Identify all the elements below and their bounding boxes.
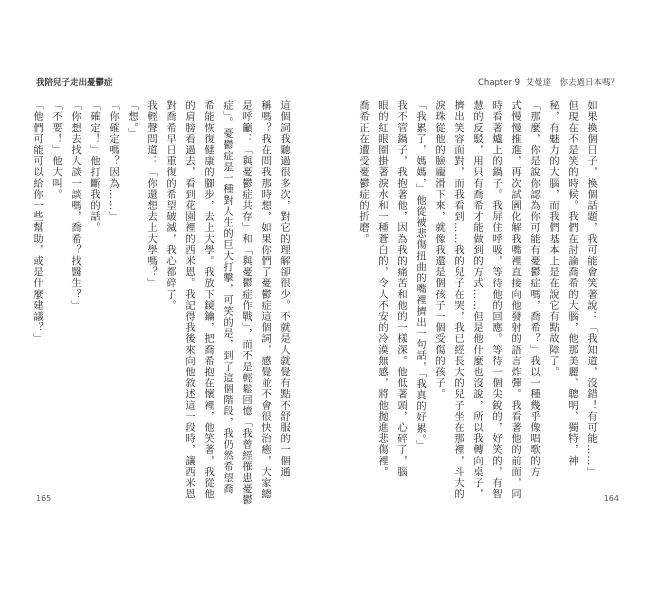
left-text-line: 「你確定嗎？因為……」 xyxy=(107,100,119,223)
right-text-line: 秘，有魅力的大腦，而我們基本上是在說它有點故障了。 xyxy=(547,100,559,378)
right-text-line: 但現在不是笑的時候。我們在討論喬希的大腦，他那美麗、聰明、獨特，神 xyxy=(566,100,578,467)
right-page xyxy=(345,100,607,500)
right-text-line: 我不管鍋子，我抱著他，因為我的痛苦和他的一樣深。他低著頭，心碎了，腦 xyxy=(395,100,407,478)
right-page-number: 164 xyxy=(603,494,619,503)
right-text-line: 喬希正在遭受憂鬱症的折磨。 xyxy=(357,100,369,245)
left-text-line: 是呼籲：「與憂鬱症共存」和「與憂鬱症作戰」，而不是輕鬆回憶「我曾經罹患憂鬱 xyxy=(240,100,252,506)
right-text-line: 如果換個日子，換個話題，我可能會笑著說：「我知道，沒錯！有可能……」 xyxy=(585,100,597,478)
left-text-line: 「他們可能可以給你一些幫助，或是什麼建議？」 xyxy=(31,100,43,345)
right-text-line: 式慢慢推進，再次試圖化解我嘴裡直接向他發射的語言炸彈。我看著他的前面，同 xyxy=(509,100,521,500)
header-left-title: 我陪兒子走出憂鬱症 xyxy=(36,78,113,88)
right-text-line: 淚珠從他的臉龐滑下來，就像我還是個孩子一個受傷的孩子。 xyxy=(433,100,445,400)
left-page-number: 165 xyxy=(36,494,52,503)
left-text-line: 「你想去找人談一談嗎，喬希？找醫生？」 xyxy=(69,100,81,311)
left-text-line: 希能恢復健康的腳步，去上大學。我放下鏡鑰，把喬希抱在懷裡，他笑著，我從他 xyxy=(202,100,214,500)
right-text-line: 時看著爐上的鍋子。我屏住呼吸，等待他的回應。等待一個尖銳的，好笑的，有智 xyxy=(490,100,502,500)
left-text-line: 的肩膀看過去，看到花園裡的西米恩。我記得我後來向他敘述這一段時，讓西米恩 xyxy=(183,100,195,500)
right-text-line: 擠出笑容面對，而我看到……我的兒子在哭，我已經長大的兒子坐在那裡，斗大的 xyxy=(452,100,464,500)
right-text-line: 「我累了，媽媽，」他從被悲傷扭曲的嘴裡擠出一句話，「我真的好累。」 xyxy=(414,100,426,451)
header-right-title: Chapter 9 艾曼達 你去過日本嗎？ xyxy=(478,78,619,88)
left-text-line: 「想。」 xyxy=(126,100,138,140)
left-text-line: 我輕聲問道：「你還想去上大學嗎？」 xyxy=(145,100,157,289)
left-text-line: 「不要！」他大叫。 xyxy=(50,100,62,200)
right-text-line: 「那麼，你是說你認為你可能有憂鬱症嗎，喬希？」我以一種幾乎像唱歌的方 xyxy=(528,100,540,478)
left-text-line: 症」。憂鬱症是一種對人生的巨大打擊，可笑的是，到了這個階段，我仍然希望喬 xyxy=(221,100,233,495)
left-text-line: 對喬希早日重復的希望破滅，我心都碎了。 xyxy=(164,100,176,311)
right-text-line: 眼的紅眼圈掛著淚水和一種蒼白的，令人不安的冷漠無感，將他拋進悲傷裡。 xyxy=(376,100,388,478)
right-text-line: 慧的反駁，用只有喬希才能做到的方式……但是他什麼也沒說，所以我轉向桌子， xyxy=(471,100,483,500)
left-text-line: 稱嗎？我在問我那時想，如果你們了憂鬱症這個詞，感覺並不會很快治癒，大家總 xyxy=(259,100,271,500)
left-text-line: 這個詞我聽過很多次，對它的理解卻很少。不就是人就覺有點不舒服的一個通 xyxy=(278,100,290,478)
left-text-line: 「確定！」他打斷我的話。 xyxy=(88,100,100,234)
